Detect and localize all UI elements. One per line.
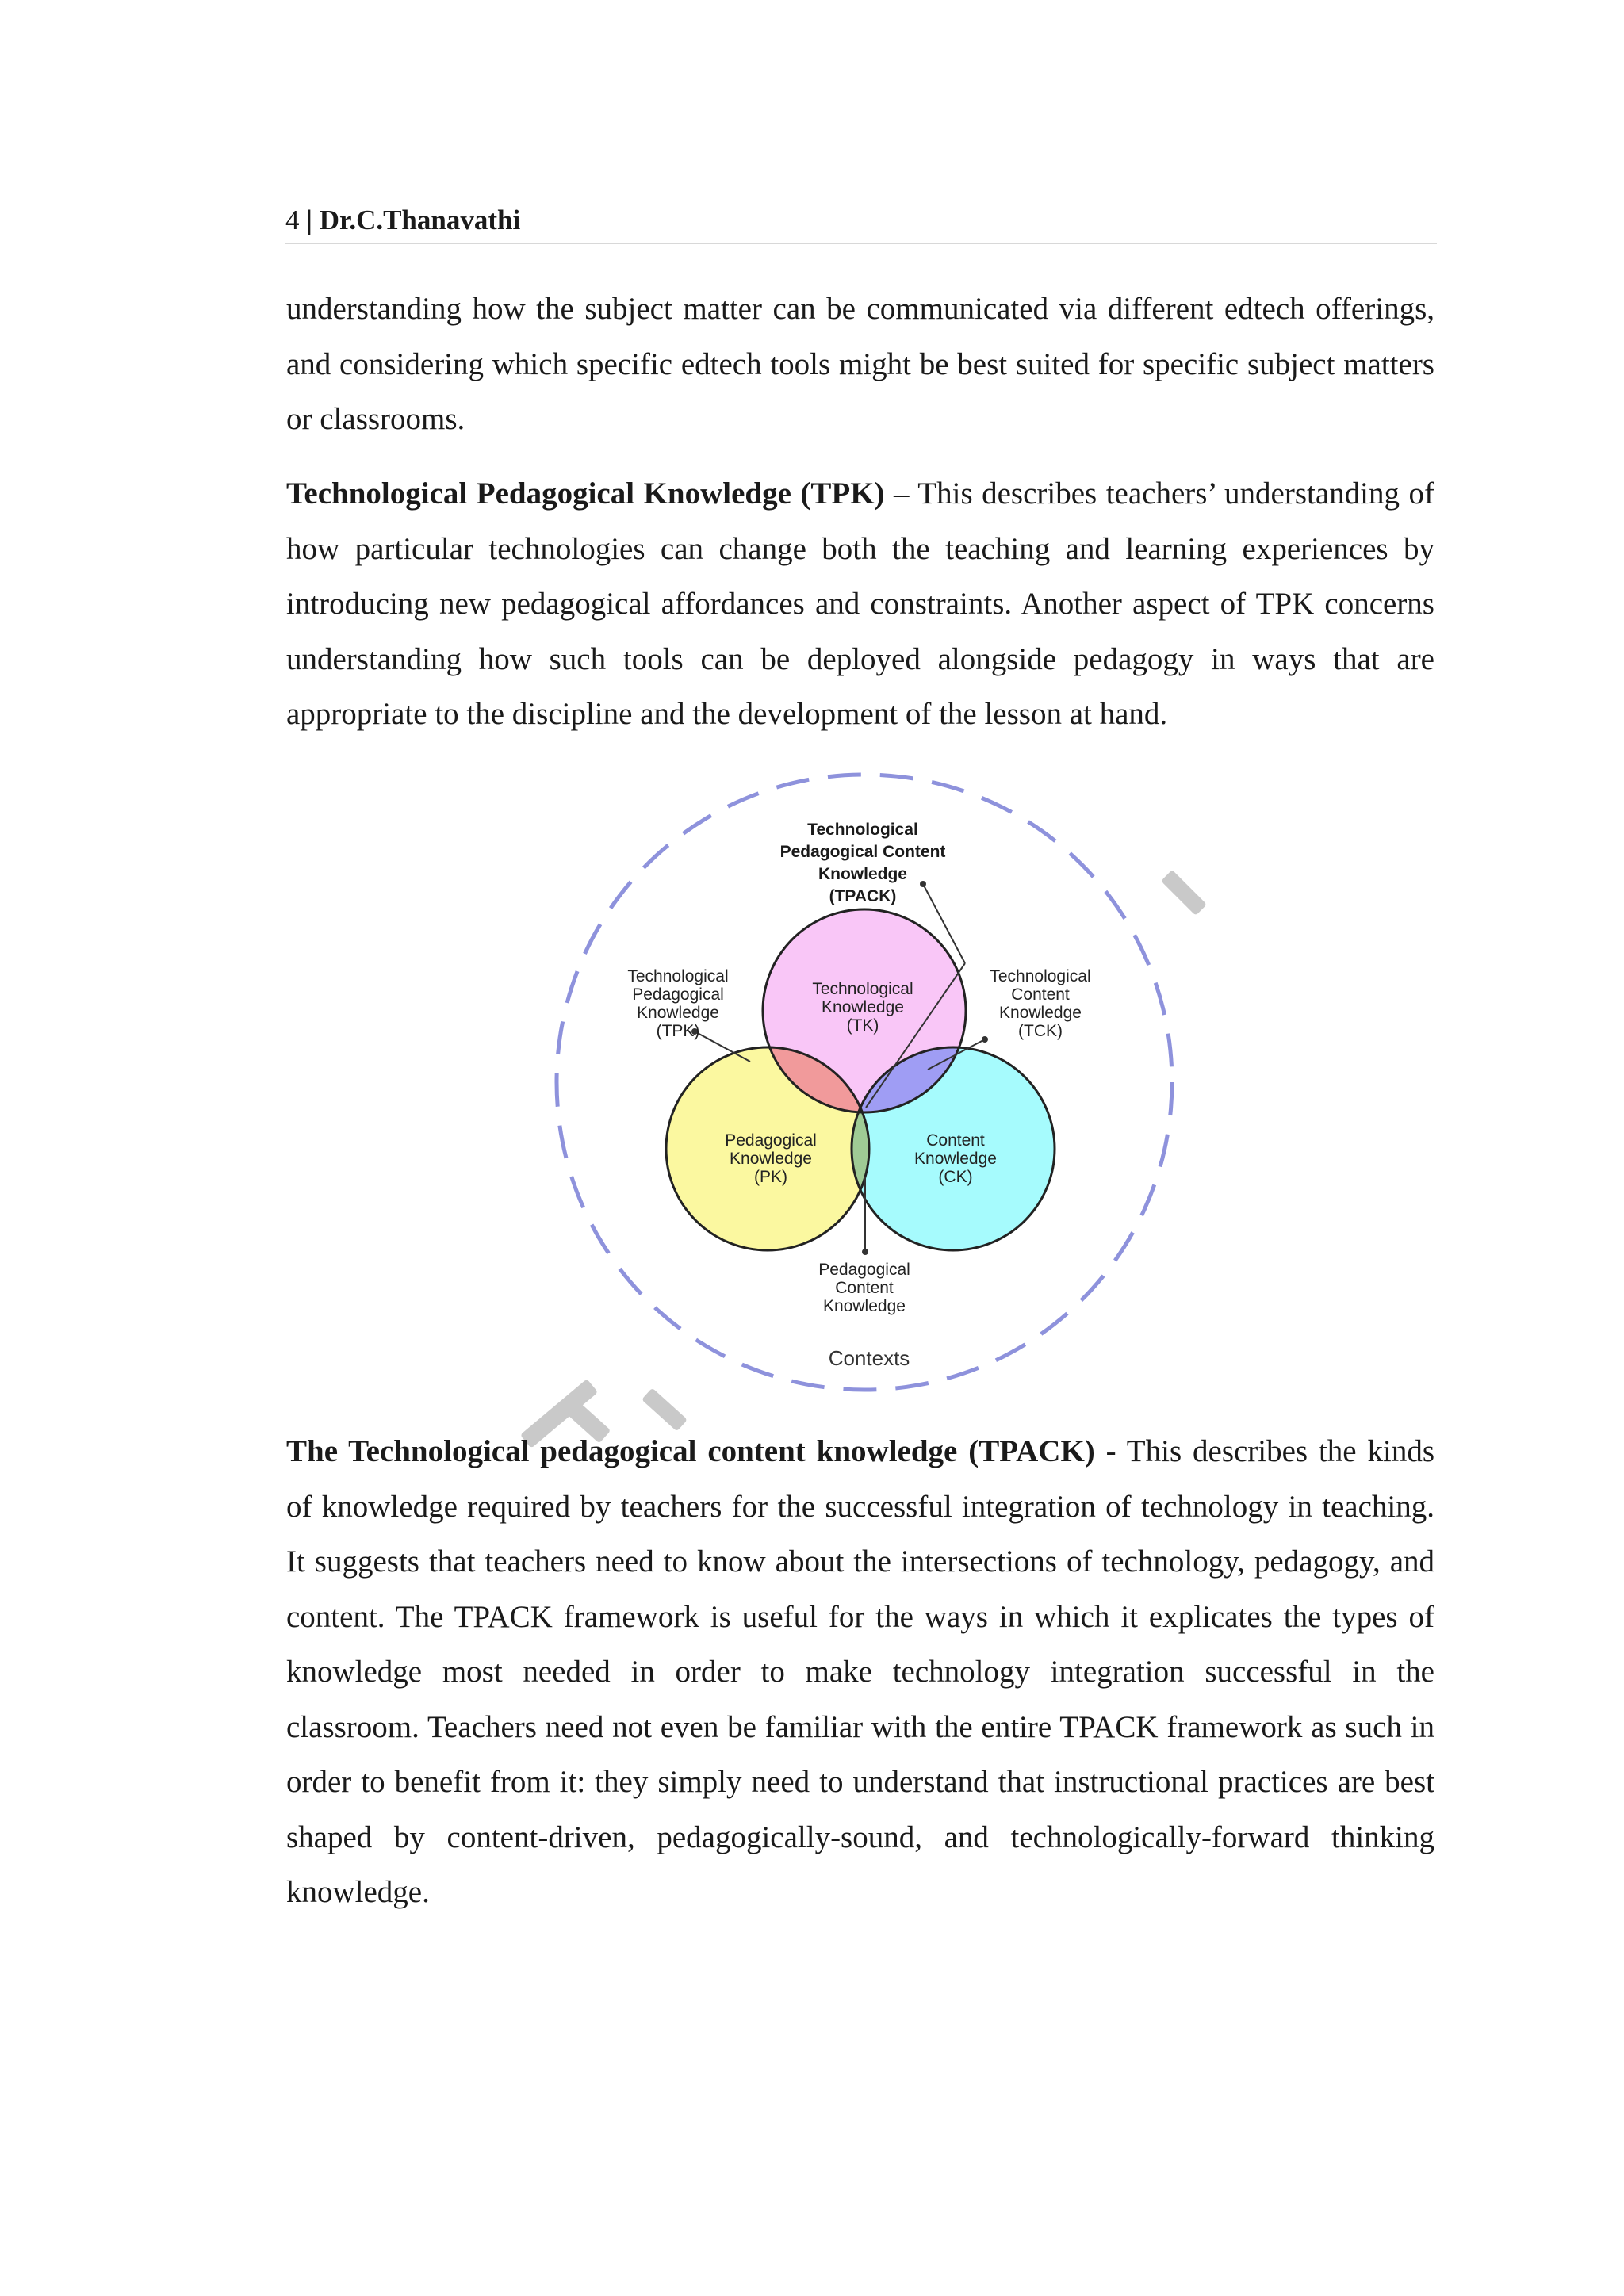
tpack-label-line1: Technological bbox=[807, 821, 918, 839]
tck-label-line3: Knowledge bbox=[999, 1004, 1082, 1022]
tck-label-line1: Technological bbox=[990, 967, 1091, 985]
tpack-label-line3: Knowledge bbox=[818, 865, 908, 883]
tpk-label-line2: Pedagogical bbox=[632, 985, 724, 1004]
tk-label-line3: (TK) bbox=[846, 1016, 879, 1035]
pk-label-line2: Knowledge bbox=[730, 1150, 812, 1168]
tpack-label-line2: Pedagogical Content bbox=[779, 843, 946, 861]
page-number: 4 bbox=[285, 205, 300, 235]
tpk-label-line4: (TPK) bbox=[656, 1022, 700, 1040]
pk-label-line3: (PK) bbox=[754, 1168, 787, 1186]
paragraph-tck-continuation bbox=[286, 281, 1434, 447]
header-separator: | bbox=[306, 205, 312, 235]
paragraph-tpack bbox=[286, 1424, 1434, 1920]
pck-label-line2: Content bbox=[835, 1279, 894, 1297]
paragraph-text: – This describes teachers’ understanding of how particular technologies can change both the teaching and learning experiences by introducing new pedagogical affordances and constraints. Another aspect of TPK concerns understanding how such tools can be deployed alongside pedagogy in ways that are appropriate to the discipline and the development of the lesson at hand. bbox=[286, 476, 1434, 731]
term-tpack: The Technological pedagogical content knowledge (TPACK) bbox=[286, 1434, 1095, 1468]
tck-label-line2: Content bbox=[1011, 985, 1070, 1004]
author-name: Dr.C.Thanavathi bbox=[319, 205, 521, 235]
paragraph-text: understanding how the subject matter can be communicated via different edtech offerings, and considering which specific edtech tools might be best suited for specific subject matters or classrooms. bbox=[286, 292, 1434, 436]
page-header bbox=[285, 201, 1437, 244]
tpk-label-line3: Knowledge bbox=[637, 1004, 719, 1022]
ck-label-line2: Knowledge bbox=[914, 1150, 997, 1168]
tk-label-line2: Knowledge bbox=[822, 998, 904, 1016]
ck-label-line1: Content bbox=[926, 1131, 985, 1150]
term-tpk: Technological Pedagogical Knowledge (TPK) bbox=[286, 476, 885, 511]
tpack-diagram bbox=[547, 765, 1182, 1399]
ck-label-line3: (CK) bbox=[938, 1168, 973, 1186]
pck-label-line3: Knowledge bbox=[823, 1297, 906, 1315]
contexts-label: Contexts bbox=[828, 1346, 910, 1370]
tck-label-line4: (TCK) bbox=[1018, 1022, 1063, 1040]
paragraph-tpk bbox=[286, 466, 1434, 742]
paragraph-text: - This describes the kinds of knowledge required by teachers for the successful integration of technology in teaching. It suggests that teachers need to know about the intersections of technology, pedagogy, and content. The TPACK framework is useful for the ways in which it explicates the types of knowledge most needed in order to make technology integration successful in the classroom. Teachers need not even be familiar with the entire TPACK framework as such in order to benefit from it: they simply need to understand that instructional practices are best shaped by content-driven, pedagogically-sound, and technologically-forward thinking knowledge. bbox=[286, 1434, 1434, 1909]
tpk-label-line1: Technological bbox=[627, 967, 729, 985]
pck-label-line1: Pedagogical bbox=[818, 1261, 910, 1279]
tpack-label-line4: (TPACK) bbox=[829, 887, 897, 905]
tk-label-line1: Technological bbox=[812, 980, 914, 998]
pk-label-line1: Pedagogical bbox=[725, 1131, 817, 1150]
